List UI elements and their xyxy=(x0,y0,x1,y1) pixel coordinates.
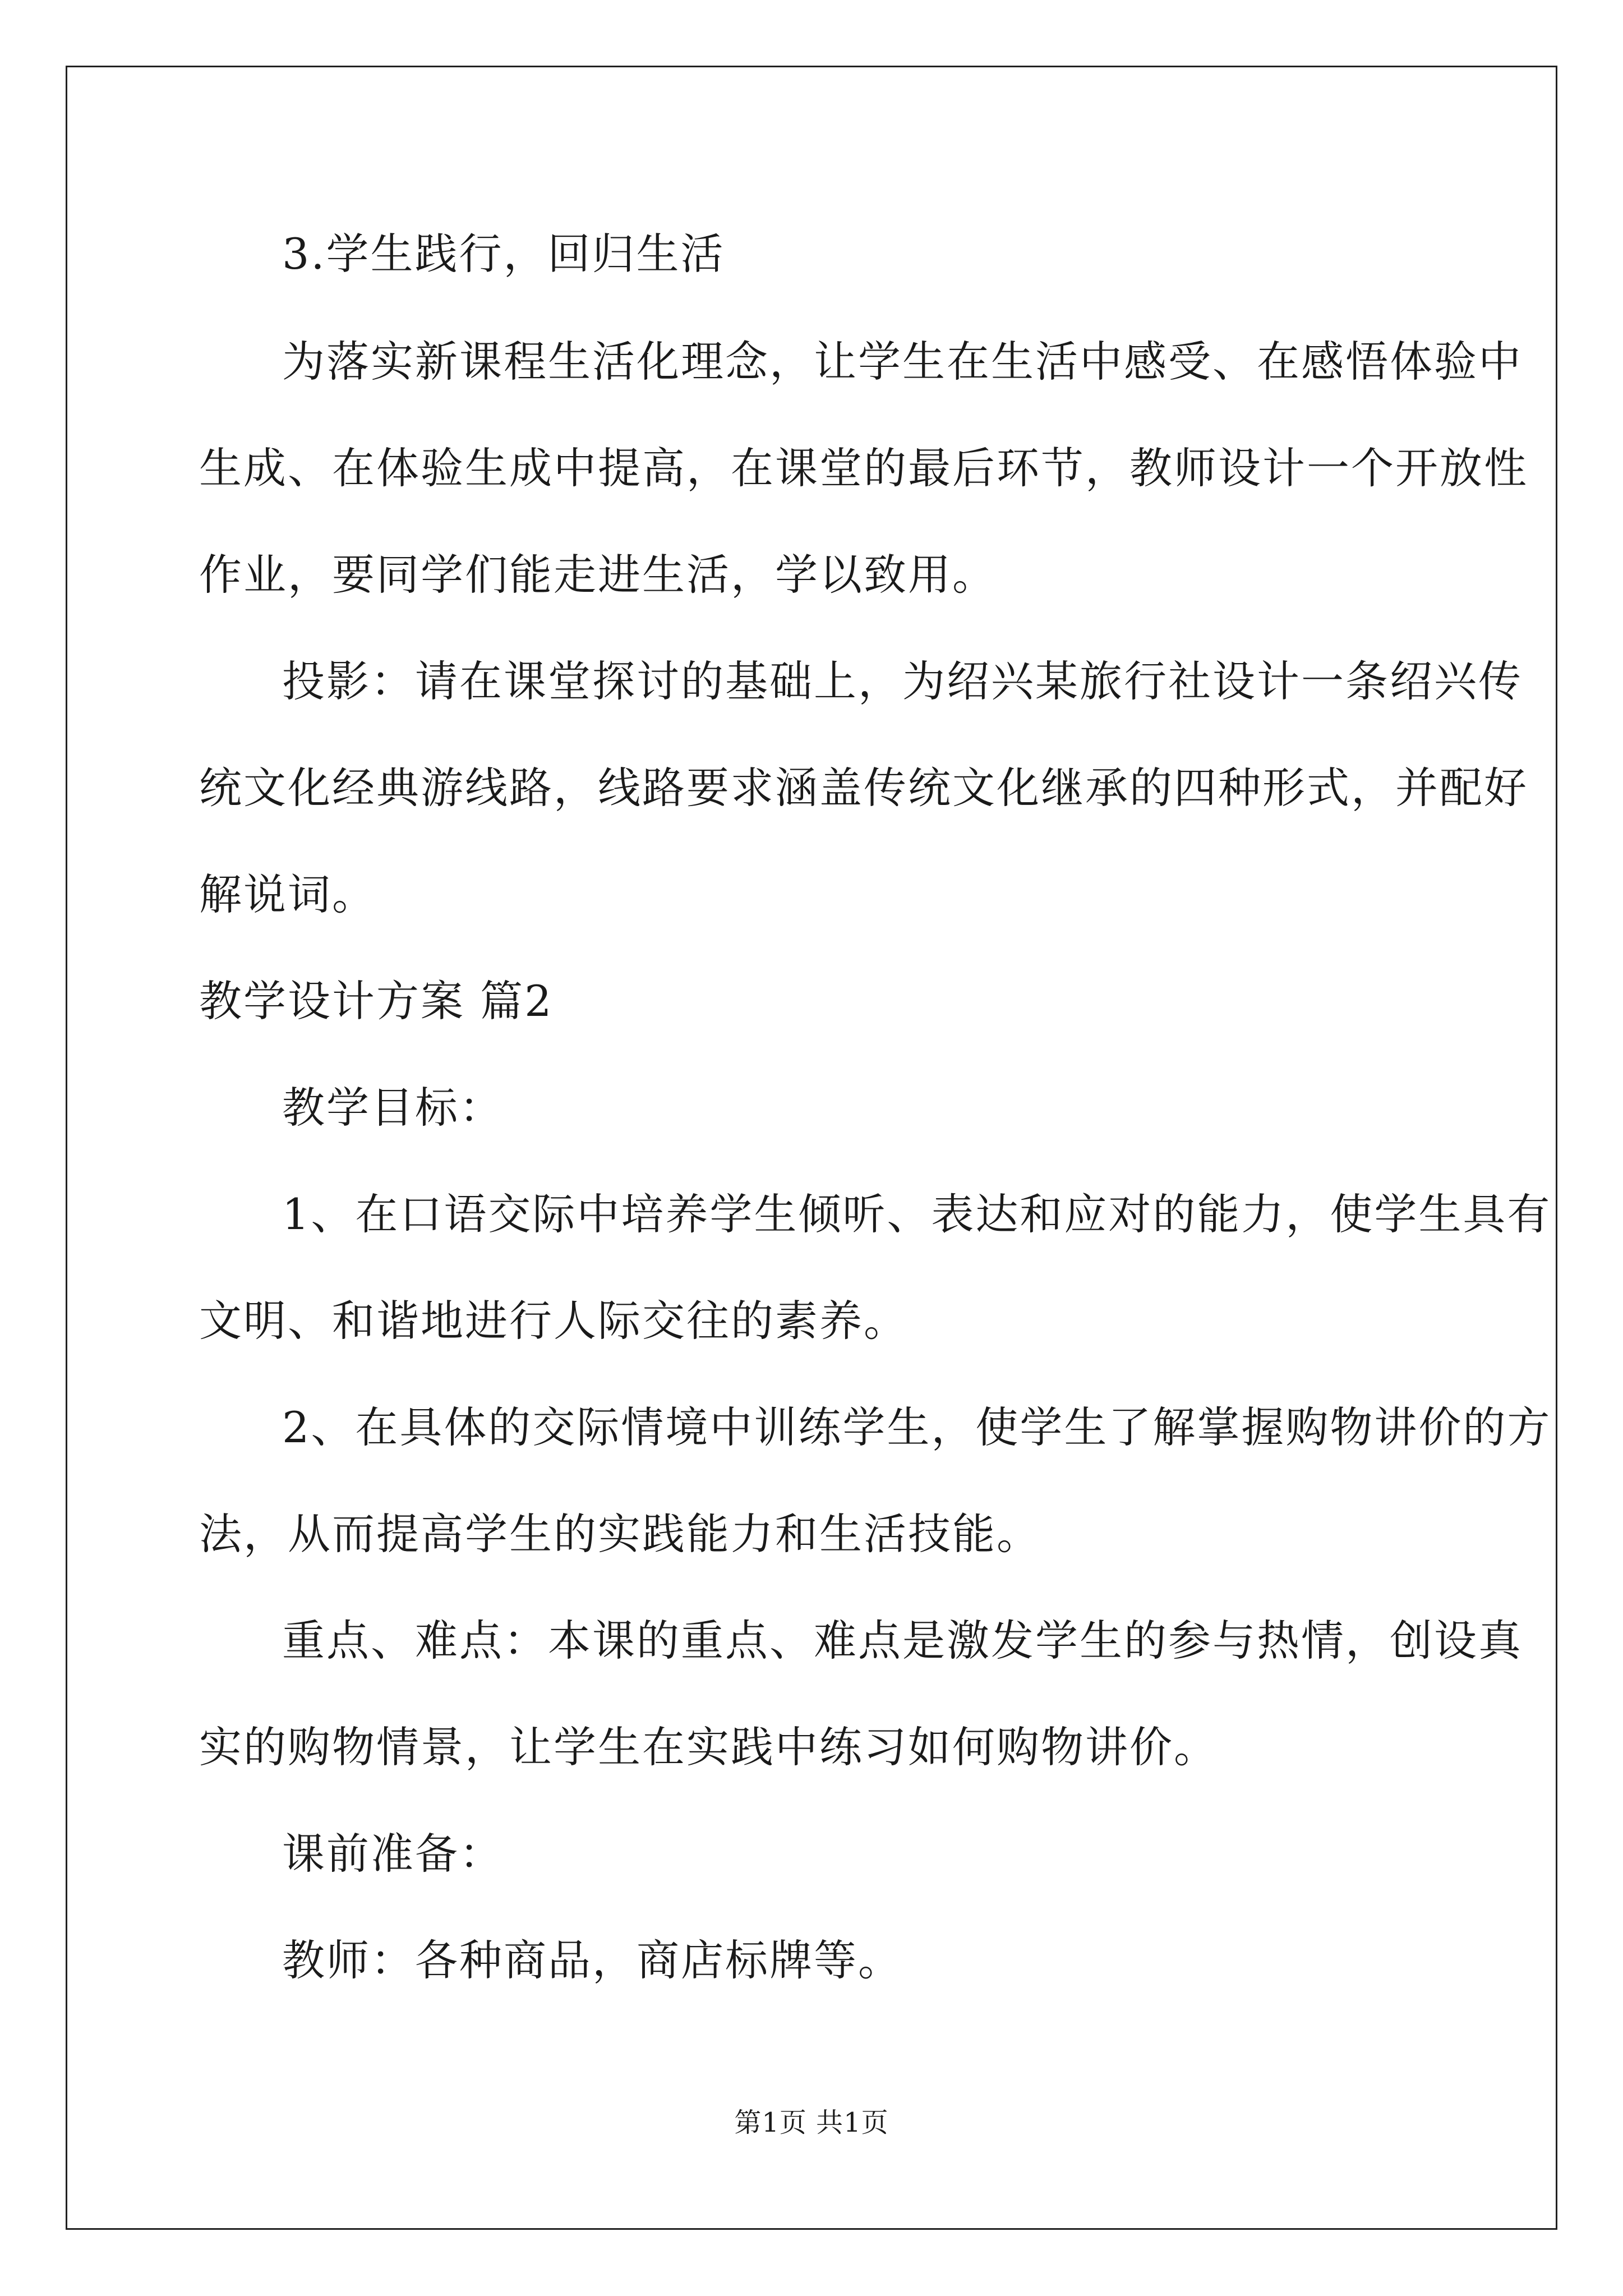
paragraph-line: 文明、和谐地进行人际交往的素养。 xyxy=(199,1296,908,1346)
paragraph-line: 生成、在体验生成中提高，在课堂的最后环节，教师设计一个开放性 xyxy=(199,443,1528,493)
paragraph-line: 作业，要同学们能走进生活，学以致用。 xyxy=(199,550,997,600)
paragraph-line: 课前准备： xyxy=(282,1829,504,1879)
paragraph-line: 实的购物情景，让学生在实践中练习如何购物讲价。 xyxy=(199,1722,1218,1772)
paragraph-line: 统文化经典游线路，线路要求涵盖传统文化继承的四种形式，并配好 xyxy=(199,763,1528,813)
paragraph-line: 1、在口语交际中培养学生倾听、表达和应对的能力，使学生具有 xyxy=(282,1189,1552,1239)
paragraph-line: 为落实新课程生活化理念，让学生在生活中感受、在感悟体验中 xyxy=(282,337,1523,386)
document-title: 教学设计方案 篇2 xyxy=(199,976,554,1026)
paragraph-line: 2、在具体的交际情境中训练学生，使学生了解掌握购物讲价的方 xyxy=(282,1402,1552,1452)
paragraph-line: 投影：请在课堂探讨的基础上，为绍兴某旅行社设计一条绍兴传 xyxy=(282,656,1523,706)
paragraph-line: 教学目标： xyxy=(282,1083,504,1133)
section-heading: 3.学生践行，回归生活 xyxy=(282,229,725,279)
paragraph-line: 解说词。 xyxy=(199,869,376,919)
page-border xyxy=(66,66,1557,2230)
paragraph-line: 重点、难点：本课的重点、难点是激发学生的参与热情，创设真 xyxy=(282,1616,1523,1665)
paragraph-line: 法，从而提高学生的实践能力和生活技能。 xyxy=(199,1509,1041,1559)
paragraph-line: 教师：各种商品，商店标牌等。 xyxy=(282,1935,902,1985)
page-number: 第1页 共1页 xyxy=(734,2107,889,2138)
